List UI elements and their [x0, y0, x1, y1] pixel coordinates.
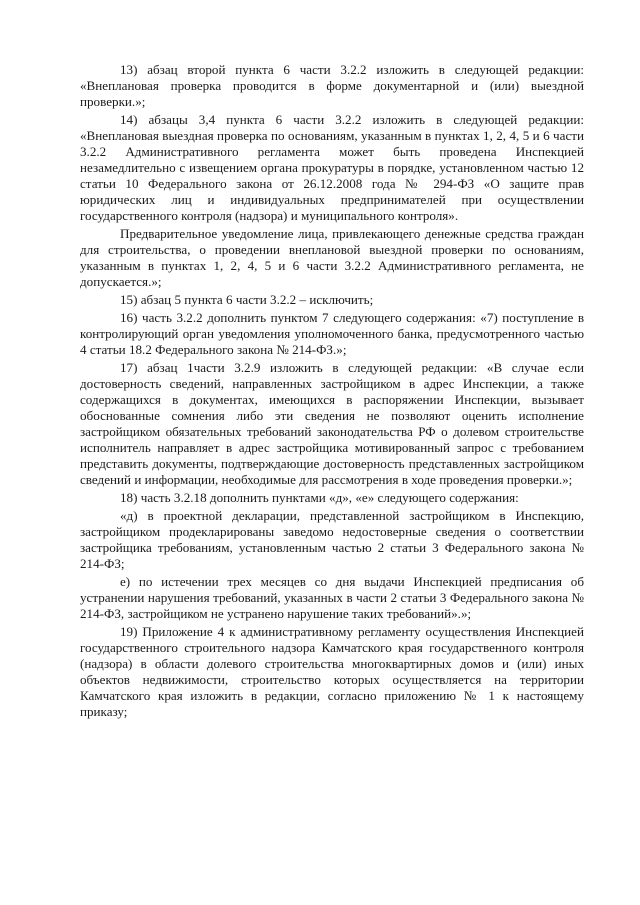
paragraph-notice: Предварительное уведомление лица, привлекающего денежные средства граждан для строительства, о проведении внеплановой выездной проверки по основаниям, указанным в пунктах 1, 2, 4, 5 и 6 части 3.2.2 Административного регламента, не допускается.»; [80, 226, 584, 289]
paragraph-18-d: «д) в проектной декларации, представленной застройщиком в Инспекцию, застройщиком продекларированы заведомо недостоверные сведения о соответствии застройщика требованиям, установленным частью 2 статьи 3 Федерального закона № 214-ФЗ; [80, 508, 584, 571]
paragraph-18-e: е) по истечении трех месяцев со дня выдачи Инспекцией предписания об устранении нарушения требований, указанных в части 2 статьи 3 Федерального закона № 214-ФЗ, застройщиком не устранено нарушение таких требований».»; [80, 574, 584, 621]
paragraph-17: 17) абзац 1части 3.2.9 изложить в следующей редакции: «В случае если достоверность сведений, направленных застройщиком в адрес Инспекции, а также содержащихся в документах, имеющихся в распоряжении Инспекции, вызывает обоснованные сомнения либо эти сведения не позволяют оценить исполнение застройщиком обязательных требований законодательства РФ о долевом строительстве исполнитель направляет в адрес застройщика мотивированный запрос с требованием представить документы, подтверждающие достоверность представленных застройщиком сведений и информации, необходимые для рассмотрения в ходе проведения проверки.»; [80, 360, 584, 487]
paragraph-15: 15) абзац 5 пункта 6 части 3.2.2 – исключить; [120, 292, 374, 307]
paragraph-19: 19) Приложение 4 к административному регламенту осуществления Инспекцией государственного строительного надзора Камчатского края государственного контроля (надзора) в области долевого строительства многоквартирных домов и (или) иных объектов недвижимости, строительство которых осуществляется на территории Камчатского края изложить в редакции, согласно приложению № 1 к настоящему приказу; [80, 624, 584, 719]
paragraph-13: 13) абзац второй пункта 6 части 3.2.2 изложить в следующей редакции: «Внеплановая проверка проводится в форме документарной и (или) выездной проверки.»; [80, 62, 584, 109]
paragraph-16: 16) часть 3.2.2 дополнить пунктом 7 следующего содержания: «7) поступление в контролирующий орган уведомления уполномоченного банка, предусмотренного частью 4 статьи 18.2 Федерального закона № 214-ФЗ.»; [80, 310, 584, 357]
paragraph-18: 18) часть 3.2.18 дополнить пунктами «д», «е» следующего содержания: [120, 490, 519, 505]
paragraph-14: 14) абзацы 3,4 пункта 6 части 3.2.2 изложить в следующей редакции: «Внеплановая выездная проверка по основаниям, указанным в пунктах 1, 2, 4, 5 и 6 части 3.2.2 Административного регламента может быть проведена Инспекцией незамедлительно с извещением органа прокуратуры в порядке, установленном частью 12 статьи 10 Федерального закона от 26.12.2008 года № 294-ФЗ «О защите прав юридических лиц и индивидуальных предпринимателей при осуществлении государственного контроля (надзора) и муниципального контроля». [80, 112, 584, 223]
